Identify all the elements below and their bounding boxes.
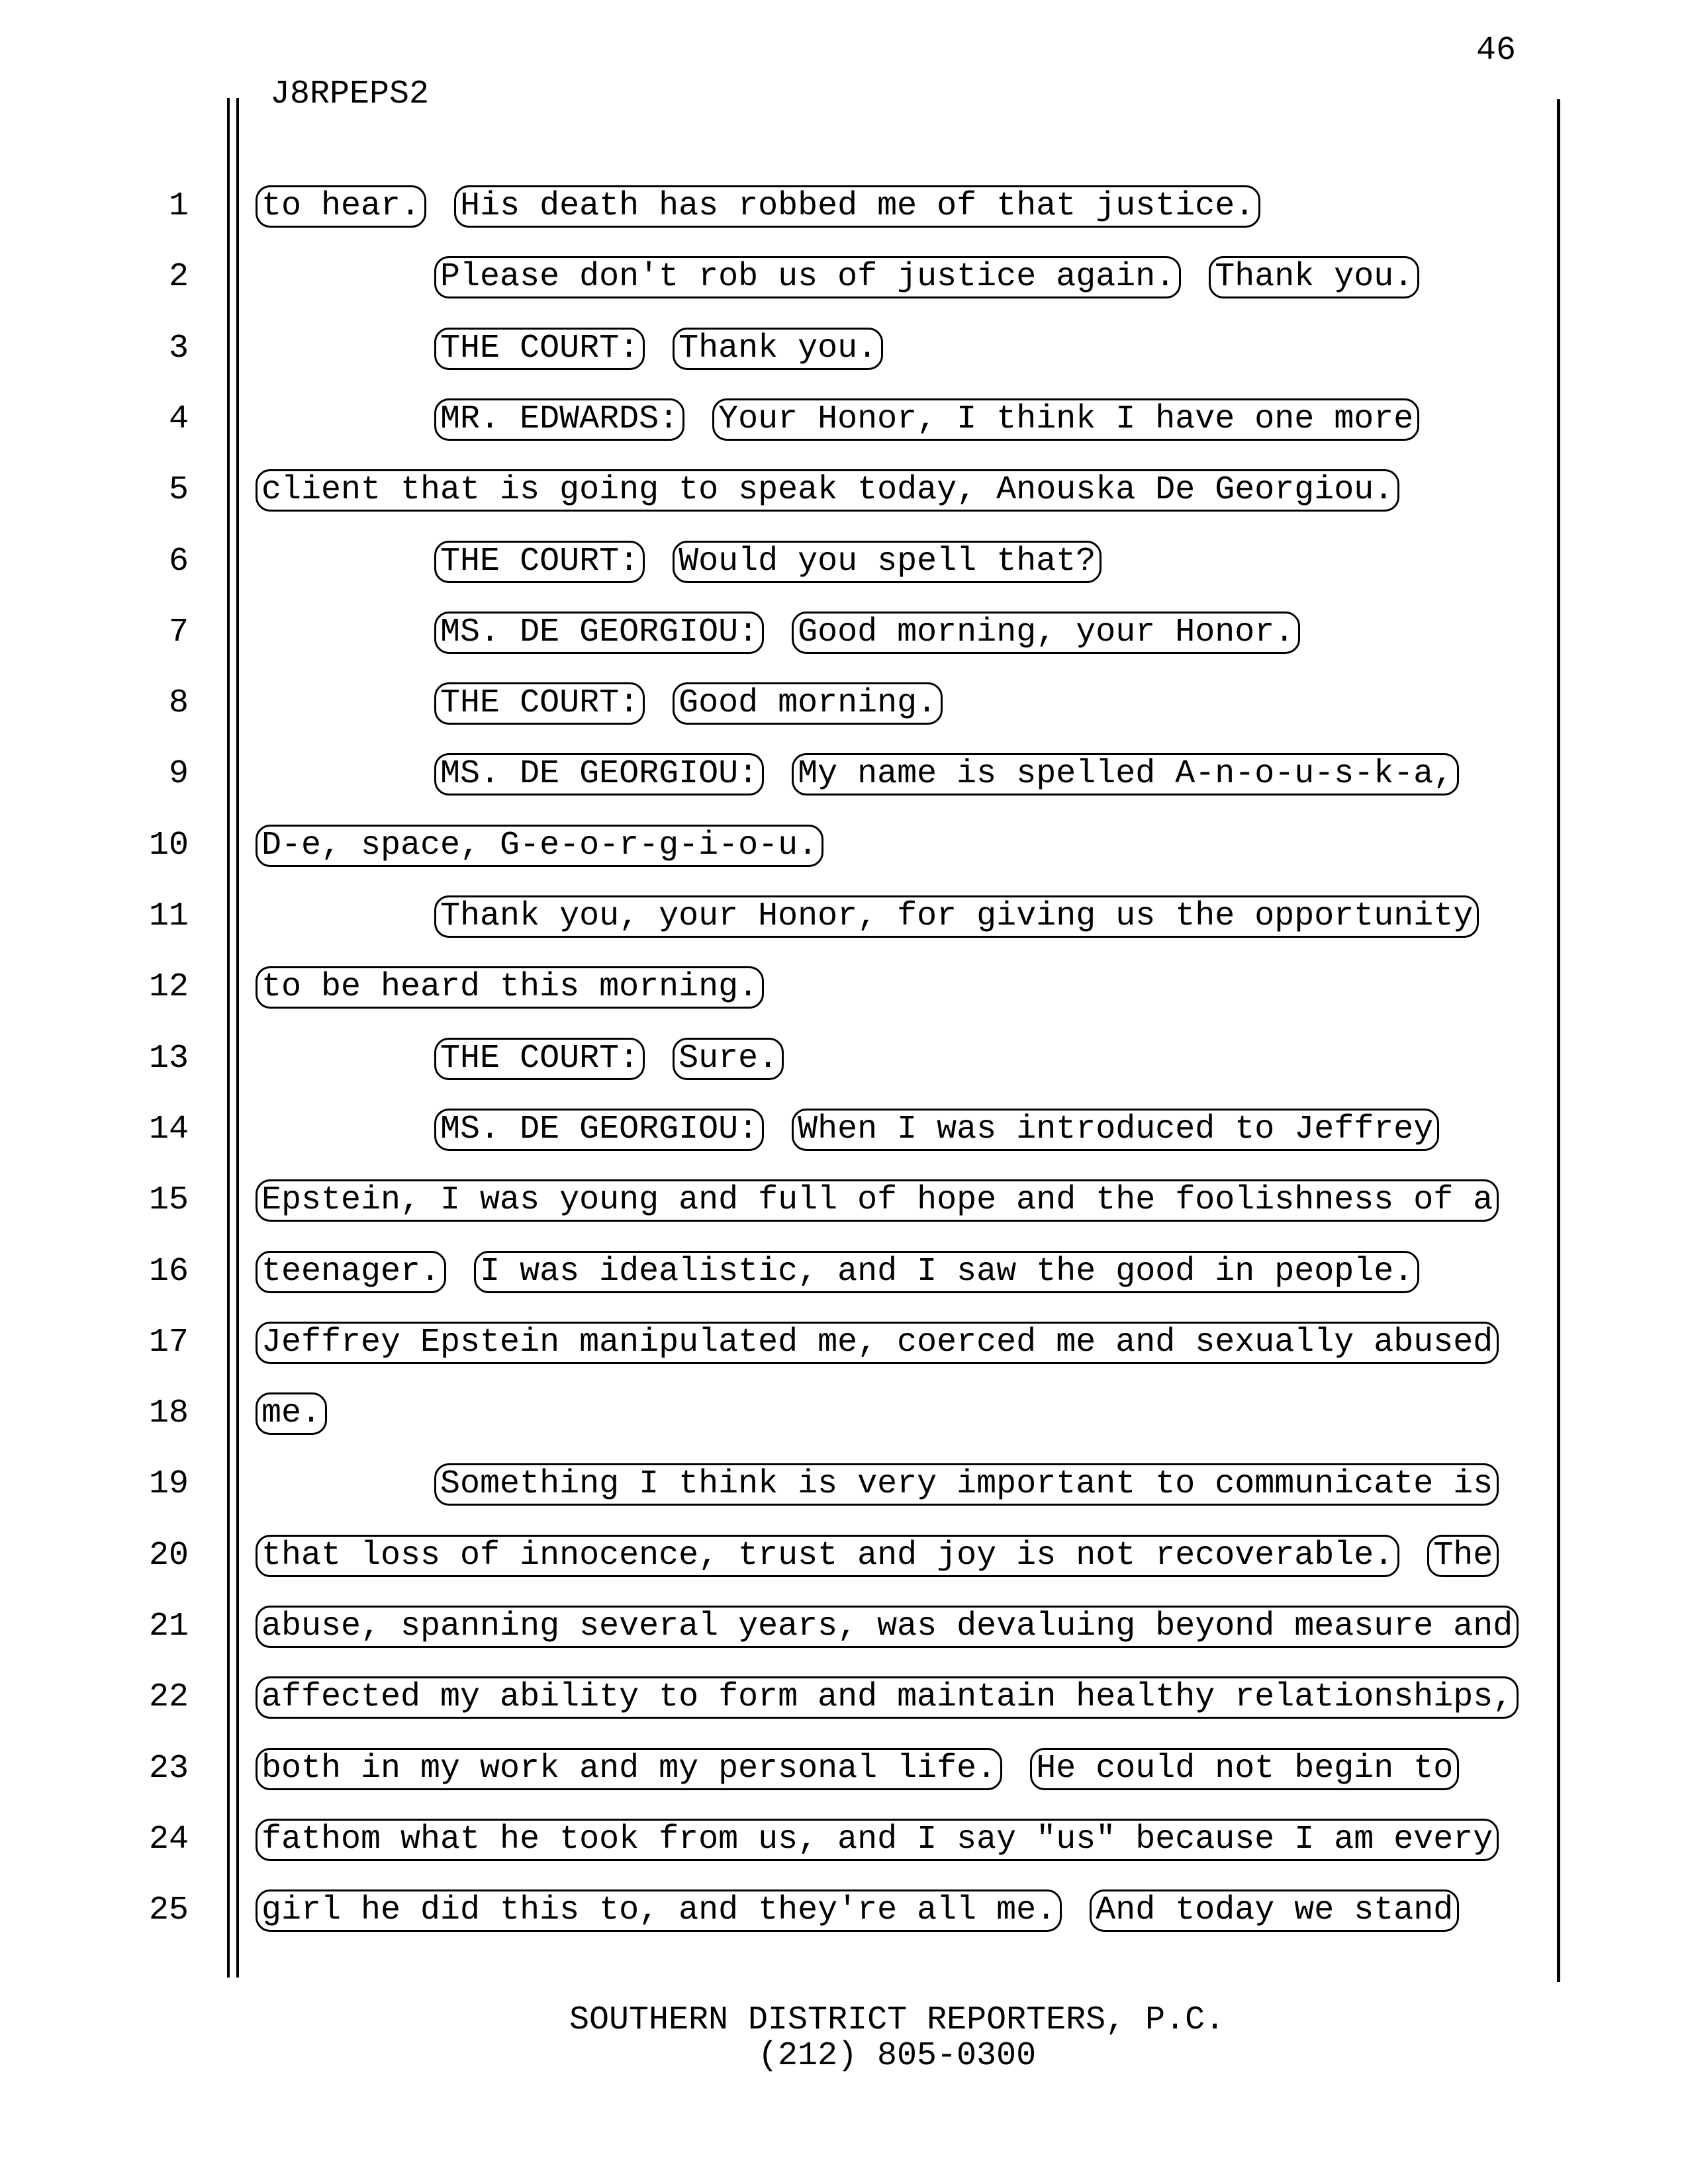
line-text — [261, 1038, 778, 1080]
transcript-line — [0, 256, 1688, 300]
line-number: 2 — [168, 258, 189, 296]
transcript-segment: My name is spelled A-n-o-u-s-k-a, — [792, 753, 1459, 796]
transcript-segment: teenager. — [256, 1251, 446, 1293]
line-text — [261, 1179, 1493, 1222]
transcript-segment: MS. DE GEORGIOU: — [434, 753, 764, 796]
line-number: 16 — [148, 1252, 189, 1291]
line-number: 15 — [148, 1181, 189, 1220]
footer-organization: SOUTHERN DISTRICT REPORTERS, P.C. — [569, 2001, 1225, 2039]
transcript-segment: He could not begin to — [1030, 1748, 1459, 1790]
line-text — [261, 825, 818, 867]
transcript-line — [0, 328, 1688, 371]
transcript-line — [0, 1392, 1688, 1436]
line-text — [261, 541, 1096, 583]
transcript-segment: D-e, space, G-e-o-r-g-i-o-u. — [256, 825, 823, 867]
footer-phone: (212) 805-0300 — [758, 2037, 1037, 2075]
transcript-line — [0, 1322, 1688, 1365]
transcript-line — [0, 541, 1688, 584]
line-text — [261, 1463, 1493, 1506]
transcript-line — [0, 895, 1688, 939]
transcript-segment: THE COURT: — [434, 1038, 645, 1080]
line-text — [261, 682, 937, 725]
transcript-segment: And today we stand — [1090, 1889, 1459, 1932]
transcript-line — [0, 612, 1688, 655]
line-number: 3 — [168, 329, 189, 367]
line-number: 9 — [168, 755, 189, 794]
transcript-segment: me. — [256, 1392, 327, 1435]
transcript-segment: Please don't rob us of justice again. — [434, 256, 1181, 298]
transcript-line — [0, 1889, 1688, 1933]
transcript-segment: Epstein, I was young and full of hope and the foolishness of a — [256, 1179, 1499, 1222]
line-number: 14 — [148, 1110, 189, 1148]
transcript-segment: Thank you. — [673, 328, 883, 370]
line-text — [261, 1535, 1493, 1577]
line-number: 19 — [148, 1465, 189, 1504]
transcript-line — [0, 1463, 1688, 1507]
transcript-segment: both in my work and my personal life. — [256, 1748, 1002, 1790]
line-text — [261, 185, 1254, 228]
line-number: 10 — [148, 826, 189, 864]
transcript-line — [0, 753, 1688, 797]
transcript-segment: Jeffrey Epstein manipulated me, coerced me and sexually abused — [256, 1322, 1499, 1364]
transcript-line — [0, 1819, 1688, 1862]
transcript-segment: His death has robbed me of that justice. — [454, 185, 1260, 228]
line-number: 24 — [148, 1820, 189, 1858]
transcript-line — [0, 398, 1688, 442]
line-text — [261, 398, 1413, 441]
line-number: 4 — [168, 400, 189, 438]
transcript-segment: Good morning. — [673, 682, 943, 725]
line-text — [261, 328, 877, 370]
line-text — [261, 895, 1473, 938]
transcript-segment: The — [1427, 1535, 1499, 1577]
transcript-line — [0, 1179, 1688, 1223]
line-text — [261, 1889, 1453, 1932]
transcript-segment: Thank you, your Honor, for giving us the opportunity — [434, 895, 1479, 938]
line-text — [261, 1251, 1413, 1293]
line-number: 7 — [168, 613, 189, 651]
line-text — [261, 1322, 1493, 1364]
line-number: 13 — [148, 1039, 189, 1077]
transcript-segment: Good morning, your Honor. — [792, 612, 1300, 654]
transcript-line — [0, 1109, 1688, 1152]
transcript-segment: THE COURT: — [434, 328, 645, 370]
transcript-line — [0, 825, 1688, 868]
transcript-line — [0, 185, 1688, 229]
transcript-segment: I was idealistic, and I saw the good in people. — [474, 1251, 1419, 1293]
line-number: 23 — [148, 1749, 189, 1788]
transcript-line — [0, 966, 1688, 1010]
line-number: 5 — [168, 471, 189, 510]
line-text — [261, 1109, 1433, 1151]
transcript-segment: Thank you. — [1209, 256, 1419, 298]
transcript-line — [0, 1606, 1688, 1649]
transcript-segment: affected my ability to form and maintain healthy relationships, — [256, 1676, 1519, 1719]
page-number: 46 — [1476, 32, 1516, 69]
transcript-segment: to hear. — [256, 185, 426, 228]
line-number: 1 — [168, 187, 189, 225]
transcript-segment: MR. EDWARDS: — [434, 398, 684, 441]
transcript-segment: MS. DE GEORGIOU: — [434, 1109, 764, 1151]
line-text — [261, 469, 1393, 512]
transcript-segment: to be heard this morning. — [256, 966, 764, 1009]
line-number: 22 — [148, 1678, 189, 1717]
line-text — [261, 1748, 1453, 1790]
line-text — [261, 753, 1453, 796]
line-text — [261, 612, 1294, 654]
line-number: 12 — [148, 968, 189, 1007]
line-number: 17 — [148, 1323, 189, 1361]
transcript-line — [0, 1535, 1688, 1578]
line-text — [261, 1819, 1493, 1861]
transcript-segment: Sure. — [673, 1038, 784, 1080]
transcript-line — [0, 682, 1688, 726]
line-text — [261, 1392, 321, 1435]
transcript-segment: THE COURT: — [434, 541, 645, 583]
line-number: 20 — [148, 1536, 189, 1574]
line-text — [261, 966, 758, 1009]
line-number: 11 — [148, 897, 189, 935]
transcript-line — [0, 1038, 1688, 1081]
transcript-segment: When I was introduced to Jeffrey — [792, 1109, 1439, 1151]
line-text — [261, 1606, 1513, 1648]
transcript-segment: THE COURT: — [434, 682, 645, 725]
header-code: J8RPEPS2 — [270, 75, 430, 113]
transcript-segment: MS. DE GEORGIOU: — [434, 612, 764, 654]
line-number: 6 — [168, 542, 189, 580]
transcript-segment: that loss of innocence, trust and joy is not recoverable. — [256, 1535, 1399, 1577]
transcript-segment: Your Honor, I think I have one more — [712, 398, 1419, 441]
line-number: 18 — [148, 1394, 189, 1433]
transcript-segment: Would you spell that? — [673, 541, 1102, 583]
line-text — [261, 1676, 1513, 1719]
line-text — [261, 256, 1413, 298]
transcript-segment: fathom what he took from us, and I say "us" because I am every — [256, 1819, 1499, 1861]
line-number: 25 — [148, 1891, 189, 1930]
transcript-line — [0, 1676, 1688, 1720]
transcript-segment: client that is going to speak today, Anouska De Georgiou. — [256, 469, 1399, 512]
line-number: 21 — [148, 1608, 189, 1645]
transcript-line — [0, 1251, 1688, 1295]
transcript-segment: Something I think is very important to communicate is — [434, 1463, 1499, 1506]
line-number: 8 — [168, 684, 189, 723]
transcript-line — [0, 1748, 1688, 1792]
transcript-segment: abuse, spanning several years, was devaluing beyond measure and — [256, 1606, 1519, 1648]
transcript-line — [0, 469, 1688, 513]
transcript-segment: girl he did this to, and they're all me. — [256, 1889, 1062, 1932]
